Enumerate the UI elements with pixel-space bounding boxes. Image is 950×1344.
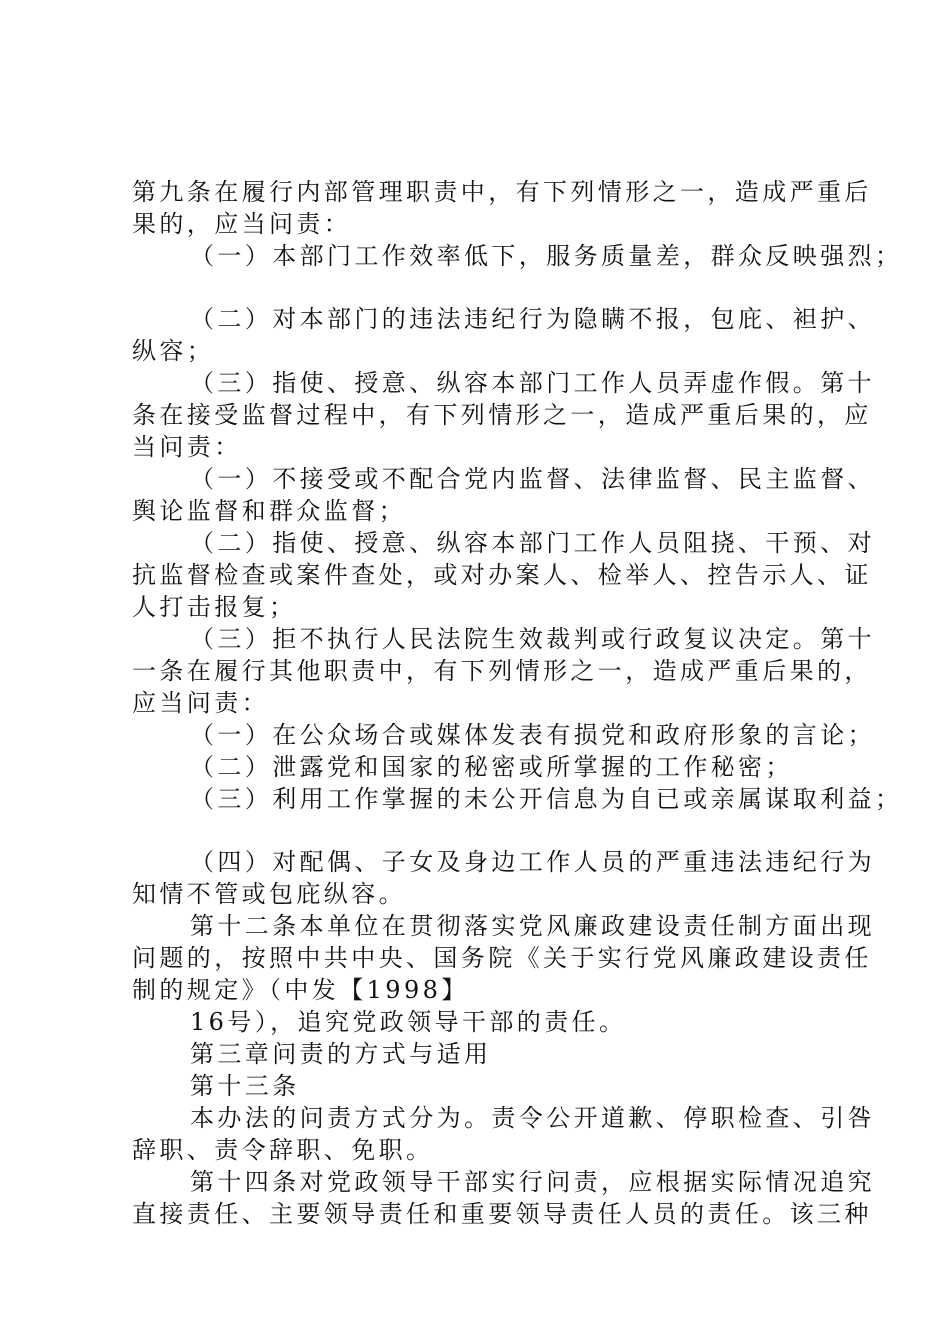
text-line: 纵容； [132, 337, 215, 365]
text-line: （一）在公众场合或媒体发表有损党和政府形象的言论； [190, 721, 875, 749]
document-body [132, 176, 903, 1230]
text-line: 条在接受监督过程中，有下列情形之一，造成严重后果的，应 [132, 401, 872, 429]
text-line: 制的规定》（中发【1998】 [132, 976, 469, 1004]
text-line: 第十三条 [190, 1072, 300, 1100]
text-line: （四）对配偶、子女及身边工作人员的严重违法违纪行为 [190, 848, 875, 876]
text-line: 果的，应当问责： [132, 210, 352, 238]
text-line: 第十四条对党政领导干部实行问责，应根据实际情况追究 [190, 1168, 875, 1196]
text-line: 知情不管或包庇纵容。 [132, 880, 406, 908]
text-line: 应当问责： [132, 689, 269, 717]
text-line: （一）不接受或不配合党内监督、法律监督、民主监督、 [190, 465, 875, 493]
text-line: 第九条在履行内部管理职责中，有下列情形之一，造成严重后 [132, 178, 872, 206]
text-line: 问题的，按照中共中央、国务院《关于实行党风廉政建设责任 [132, 944, 872, 972]
text-line: （三）利用工作掌握的未公开信息为自已或亲属谋取利益； [190, 785, 903, 813]
text-line: 舆论监督和群众监督； [132, 497, 406, 525]
text-line: 抗监督检查或案件查处，或对办案人、检举人、控告示人、证 [132, 561, 872, 589]
text-line: 第十二条本单位在贯彻落实党风廉政建设责任制方面出现 [190, 912, 875, 940]
text-line: 辞职、责令辞职、免职。 [132, 1136, 434, 1164]
text-line: 一条在履行其他职责中，有下列情形之一，造成严重后果的， [132, 657, 872, 685]
text-line: （二）指使、授意、纵容本部门工作人员阻挠、干预、对 [190, 529, 875, 557]
text-line: 本办法的问责方式分为。责令公开道歉、停职检查、引咎 [190, 1104, 875, 1132]
text-line: 当问责： [132, 433, 242, 461]
text-line: （二）泄露党和国家的秘密或所掌握的工作秘密； [190, 753, 793, 781]
text-line: 直接责任、主要领导责任和重要领导责任人员的责任。该三种 [132, 1200, 872, 1228]
text-line: 16号），追究党政领导干部的责任。 [190, 1008, 627, 1036]
text-line: （二）对本部门的违法违纪行为隐瞒不报，包庇、袒护、 [190, 305, 875, 333]
text-line: 第三章问责的方式与适用 [190, 1040, 492, 1068]
text-line: （三）指使、授意、纵容本部门工作人员弄虚作假。第十 [190, 369, 875, 397]
text-line: 人打击报复； [132, 593, 297, 621]
text-line: （三）拒不执行人民法院生效裁判或行政复议决定。第十 [190, 625, 875, 653]
text-line: （一）本部门工作效率低下，服务质量差，群众反映强烈； [190, 242, 903, 270]
